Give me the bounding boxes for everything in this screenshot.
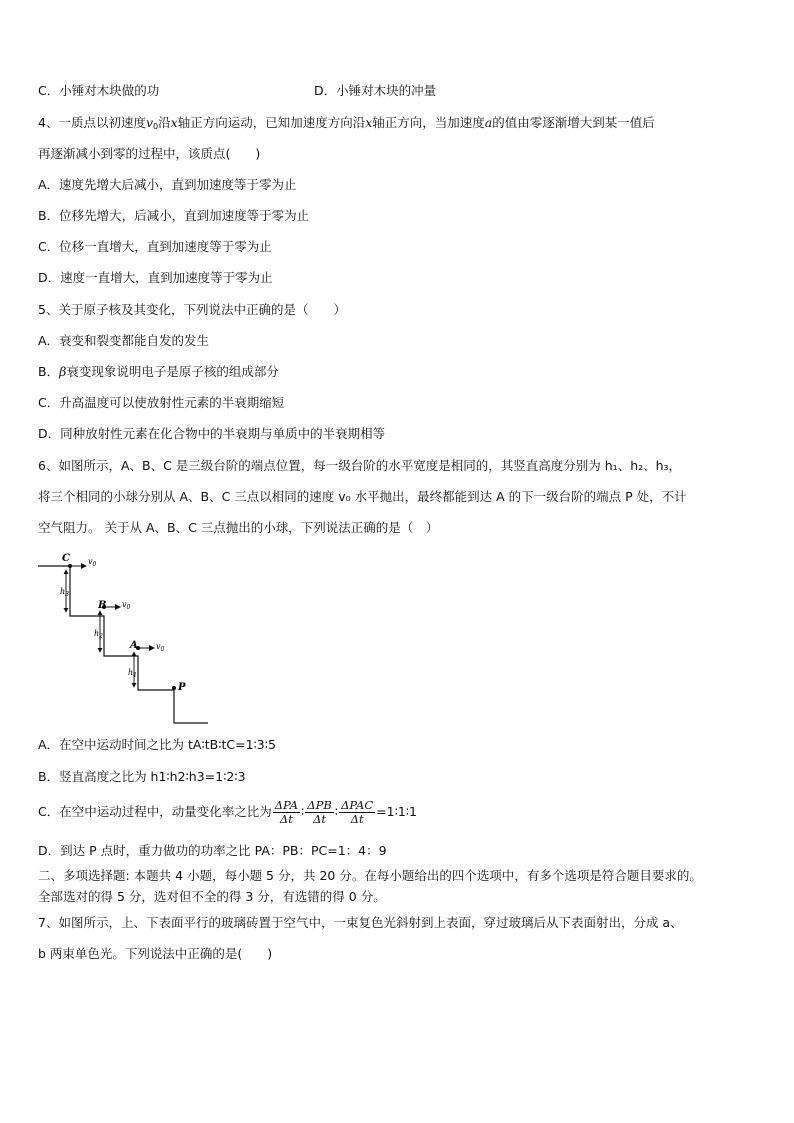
q6-stem-line2: 将三个相同的小球分别从 A、B、C 三点以相同的速度 v₀ 水平抛出，最终都能到达 A 的下一级台阶的端点 P 处，不计 bbox=[38, 489, 687, 504]
q4-stem-line2: 再逐渐减小到零的过程中，该质点( ) bbox=[38, 146, 261, 161]
q6-option-a: A．在空中运动时间之比为 tA∶tB∶tC=1∶3∶5 bbox=[38, 737, 276, 752]
staircase-figure bbox=[36, 548, 216, 728]
q6-stem-line1: 6、如图所示，A、B、C 是三级台阶的端点位置，每一级台阶的水平宽度是相同的，其竖直高度分别为 h₁、h₂、h₃， bbox=[38, 458, 682, 473]
q3-option-d: D．小锤对木块的冲量 bbox=[314, 83, 437, 98]
q4-stem-line1: 4、一质点以初速度$v_0$沿x轴正方向运动，已知加速度方向沿x轴正方向，当加速度a的值由零逐渐增大到某一值后 bbox=[38, 115, 655, 131]
q5-option-b: B．β衰变现象说明电子是原子核的组成部分 bbox=[38, 364, 279, 379]
q4-option-d: D．速度一直增大，直到加速度等于零为止 bbox=[38, 270, 273, 285]
q7-stem-line2: b 两束单色光。下列说法中正确的是( ) bbox=[38, 946, 273, 961]
q6-stem-line3: 空气阻力。 关于从 A、B、C 三点抛出的小球，下列说法正确的是（ ） bbox=[38, 520, 439, 535]
q3-option-c: C．小锤对木块做的功 bbox=[38, 83, 160, 98]
fraction-pac: $\frac{\text{ΔPAC}}{\Delta t}$ bbox=[341, 798, 374, 826]
q7-stem-line1: 7、如图所示，上、下表面平行的玻璃砖置于空气中，一束复色光斜射到上表面，穿过玻璃后从下表面射出，分成 a、 bbox=[38, 915, 683, 930]
fraction-pa: $\frac{\text{ΔPA}}{\Delta t}$ bbox=[274, 798, 299, 826]
q6-option-c: C．在空中运动过程中，动量变化率之比为 $\frac{\text{ΔPA}}{\Delta t}$ ∶ $\frac{\text{ΔPB}}{\Delta t}$ ∶ $\frac{\text{ΔPAC}}{\Delta t}$ =1∶1∶1 bbox=[38, 798, 417, 826]
q5-stem: 5、关于原子核及其变化，下列说法中正确的是（ ） bbox=[38, 302, 346, 317]
q4-option-c: C．位移一直增大，直到加速度等于零为止 bbox=[38, 239, 272, 254]
section2-line1: 二、多项选择题: 本题共 4 小题，每小题 5 分，共 20 分。在每小题给出的四个选项中，有多个选项是符合题目要求的。 bbox=[38, 868, 702, 883]
point-p-dot bbox=[172, 686, 176, 690]
q4-option-b: B．位移先增大，后减小，直到加速度等于零为止 bbox=[38, 208, 310, 223]
q6-option-b: B．竖直高度之比为 h1∶h2∶h3=1∶2∶3 bbox=[38, 769, 246, 784]
q4-option-a: A．速度先增大后减小，直到加速度等于零为止 bbox=[38, 177, 297, 192]
q5-option-d: D．同种放射性元素在化合物中的半衰期与单质中的半衰期相等 bbox=[38, 426, 386, 441]
fraction-pb: $\frac{\text{ΔPB}}{\Delta t}$ bbox=[307, 798, 332, 826]
label-h3: $h_3$ bbox=[60, 587, 69, 598]
q5-option-c: C．升高温度可以使放射性元素的半衰期缩短 bbox=[38, 395, 285, 410]
label-p: P bbox=[178, 682, 186, 693]
section2-line2: 全部选对的得 5 分，选对但不全的得 3 分，有选错的得 0 分。 bbox=[38, 889, 386, 904]
label-v0-b: $v_0$ bbox=[122, 600, 131, 611]
label-v0-c: $v_0$ bbox=[88, 557, 97, 568]
label-h1: $h_1$ bbox=[128, 668, 137, 679]
label-a: A bbox=[130, 640, 138, 651]
label-c: C bbox=[62, 553, 70, 564]
label-b: B bbox=[98, 600, 107, 611]
label-v0-a: $v_0$ bbox=[156, 642, 165, 653]
label-h2: $h_2$ bbox=[94, 629, 103, 640]
q6-option-d: D．到达 P 点时，重力做功的功率之比 PA：PB：PC=1：4：9 bbox=[38, 843, 387, 858]
q5-option-a: A．衰变和裂变都能自发的发生 bbox=[38, 333, 210, 348]
